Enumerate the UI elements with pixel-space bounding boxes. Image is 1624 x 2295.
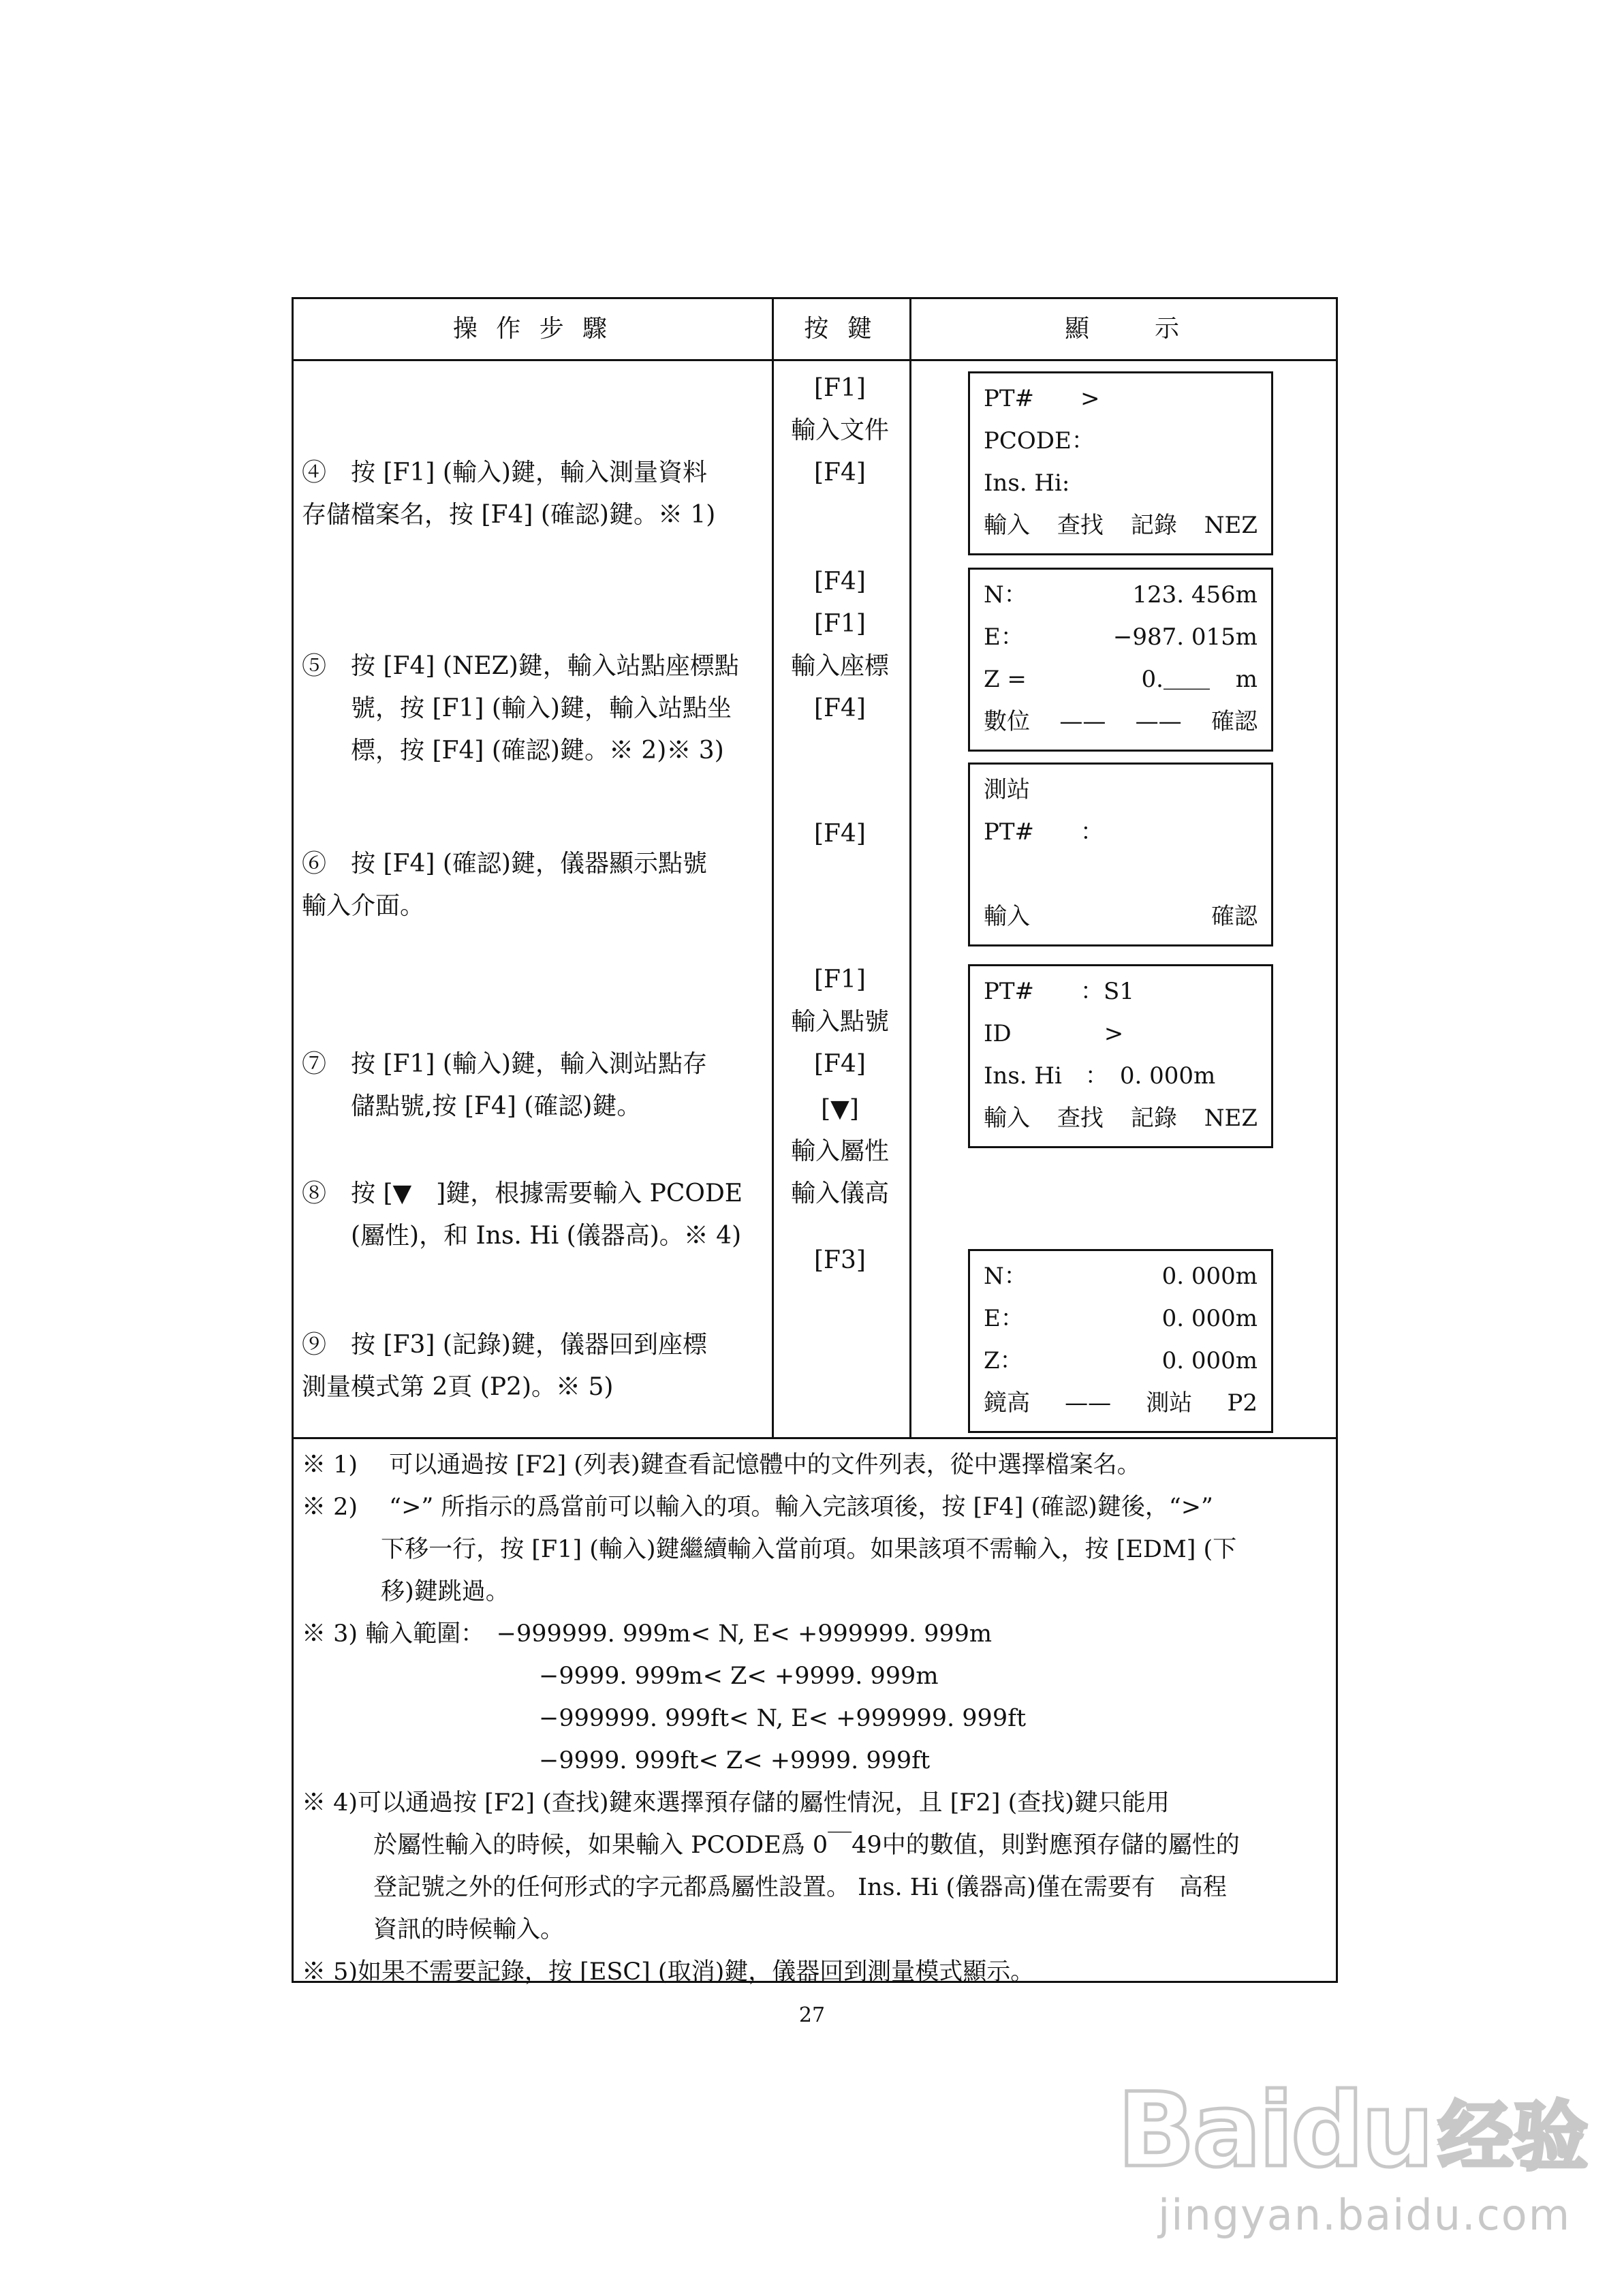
note-3-line-2: −9999. 999m< Z< +9999. 999m [539, 1663, 939, 1690]
watermark-brand: Bai [1117, 2071, 1291, 2190]
note-4-line-3: 登記號之外的任何形式的字元都爲屬性設置。 Ins. Hi (儀器高)僅在需要有 高程 [302, 1874, 1227, 1901]
watermark-brand-2: du [1290, 2071, 1432, 2190]
lcd-screen-step-7: PT# ：S1 ID > Ins. Hi ： 0. 000m 輸入 查找 記錄 NEZ [968, 964, 1273, 1148]
softkey-bar: 輸入 確認 [984, 903, 1258, 930]
step-9-keys: [F3] [814, 1246, 866, 1274]
note-3-line-4: −9999. 999ft< Z< +9999. 999ft [539, 1747, 931, 1774]
watermark-url: jingyan.baidu.com [1158, 2190, 1572, 2240]
step-6-keys: [F4] [814, 820, 866, 848]
lcd-screen-step-6: 測站 PT# ： 輸入 確認 [968, 763, 1273, 946]
note-5: ※ 5)如果不需要記錄，按 [ESC] (取消)鍵，儀器回到測量模式顯示。 [302, 1958, 1035, 1986]
note-4-line-2: 於屬性輸入的時候，如果輸入 PCODE爲 0￣49中的數值，則對應預存儲的屬性的 [302, 1832, 1240, 1859]
note-3-line-3: −999999. 999ft< N, E< +999999. 999ft [539, 1705, 1027, 1732]
step-5-text: ⑤ 按 [F4] (NEZ)鍵，輸入站點座標點 號，按 [F1] (輸入)鍵，輸入站點坐 標，按 [F4] (確認)鍵。※ 2)※ 3) [302, 652, 739, 765]
softkey-bar: 鏡高 —— 測站 P2 [984, 1389, 1258, 1417]
softkey-bar: 輸入 查找 記錄 NEZ [984, 512, 1258, 539]
lcd-screen-step-9: N： 0. 000m E： 0. 000m Z： 0. 000m 鏡高 —— 測站 P2 [968, 1249, 1273, 1433]
step-6-text: ⑥ 按 [F4] (確認)鍵，儀器顯示點號 輸入介面。 [302, 850, 707, 920]
lcd-screen-step-5: N： 123. 456m E： −987. 015m Z = 0.＿＿ m 數位 —— —— 確認 [968, 568, 1273, 752]
step-4-keys: [F1] 輸入文件 [F4] [790, 374, 889, 487]
step-7-keys: [F1] 輸入點號 [F4] [790, 966, 889, 1078]
note-2-line-3: 移)鍵跳過。 [302, 1578, 510, 1605]
softkey-bar: 輸入 查找 記錄 NEZ [984, 1105, 1258, 1132]
note-2-line-2: 下移一行，按 [F1] (輸入)鍵繼續輸入當前項。如果該項不需輸入，按 [EDM] (下 [302, 1536, 1237, 1563]
watermark-cn: 经验 [1438, 2093, 1589, 2181]
header-divider [294, 359, 1336, 361]
step-7-text: ⑦ 按 [F1] (輸入)鍵，輸入測站點存 儲點號,按 [F4] (確認)鍵。 [302, 1050, 707, 1120]
step-5-keys: [F4] [F1] 輸入座標 [F4] [790, 568, 889, 722]
lcd-screen-step-4: PT# > PCODE： Ins. Hi: 輸入 查找 記錄 NEZ [968, 371, 1273, 555]
note-4-line-1: ※ 4)可以通過按 [F2] (查找)鍵來選擇預存儲的屬性情況，且 [F2] (查找)鍵只能用 [302, 1789, 1170, 1817]
page-number: 27 [798, 2003, 826, 2027]
step-4-text: ④ 按 [F1] (輸入)鍵，輸入測量資料 存儲檔案名，按 [F4] (確認)鍵。※ 1) [302, 459, 716, 529]
header-keys: 按 鍵 [804, 315, 877, 343]
step-9-text: ⑨ 按 [F3] (記錄)鍵，儀器回到座標 測量模式第 2頁 (P2)。※ 5) [302, 1331, 707, 1401]
note-1: ※ 1) 可以通過按 [F2] (列表)鍵查看記憶體中的文件列表，從中選擇檔案名。 [302, 1451, 1141, 1479]
note-3-line-1: ※ 3) 輸入範圍： −999999. 999m< N, E< +999999. 999m [302, 1620, 993, 1648]
step-8-text: ⑧ 按 [▼ ]鍵，根據需要輸入 PCODE (屬性)，和 Ins. Hi (儀器高)。※ 4) [302, 1180, 743, 1250]
header-steps: 操 作 步 驟 [452, 315, 613, 343]
step-8-keys: [▼] 輸入屬性 輸入儀高 [790, 1095, 889, 1207]
baidu-jingyan-watermark [1117, 2071, 1594, 2269]
note-4-line-4: 資訊的時候輸入。 [302, 1916, 565, 1943]
softkey-bar: 數位 —— —— 確認 [984, 708, 1258, 735]
note-2-line-1: ※ 2) “>” 所指示的爲當前可以輸入的項。輸入完該項後，按 [F4] (確認)鍵後，“>” [302, 1494, 1213, 1521]
header-display: 顯 示 [1064, 315, 1185, 343]
procedure-table [292, 297, 1338, 1986]
